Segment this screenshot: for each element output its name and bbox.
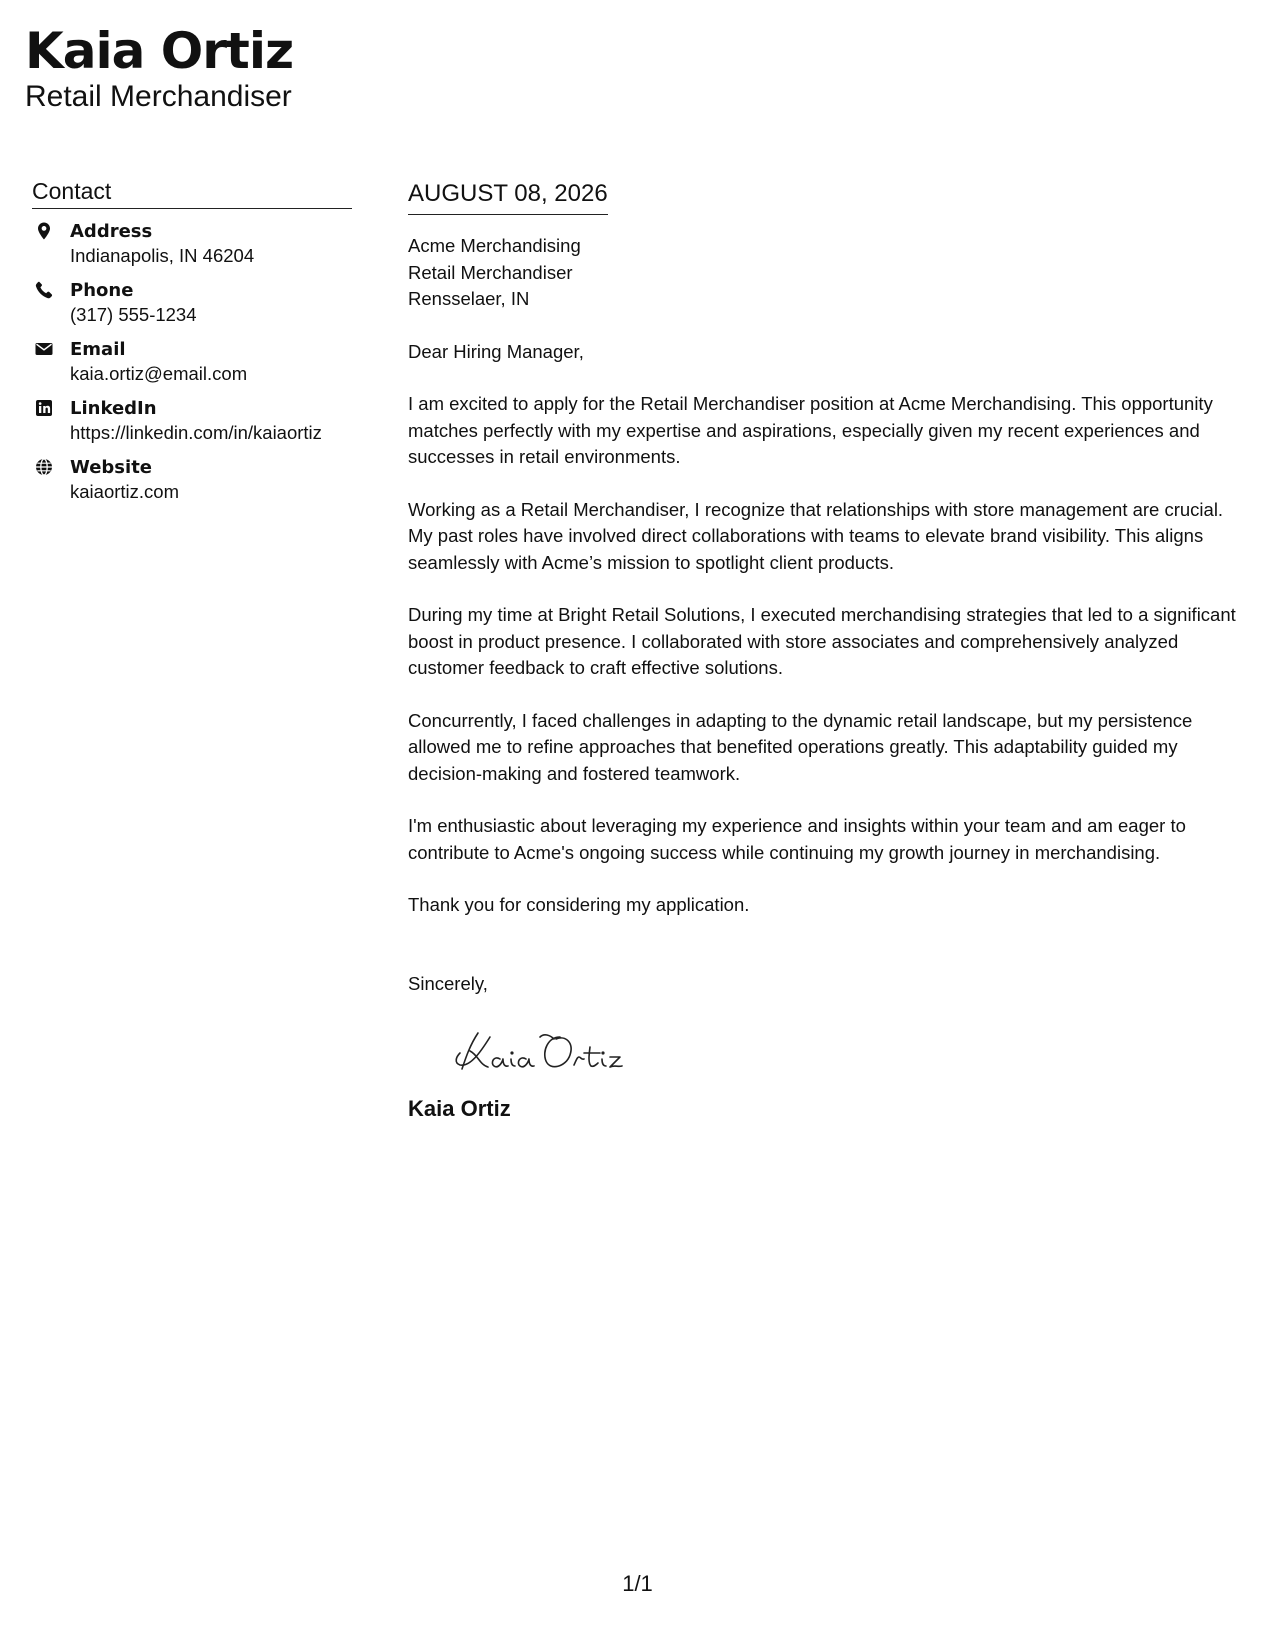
- linkedin-icon: [32, 397, 70, 419]
- contact-list: [32, 220, 352, 504]
- body-paragraph: I am excited to apply for the Retail Merchandiser position at Acme Merchandising. This opportunity matches perfectly with my expertise and aspirations, especially given my recent experiences and successes in retail environments.: [408, 393, 1213, 467]
- address-value: Indianapolis, IN 46204: [70, 245, 255, 266]
- contact-item-phone: [32, 279, 352, 327]
- closing: Sincerely,: [408, 972, 488, 994]
- page-number: 1/1: [622, 1571, 653, 1596]
- letter-date: AUGUST 08, 2026: [408, 178, 608, 215]
- signer-name: Kaia Ortiz: [408, 1096, 511, 1121]
- body-paragraph: I'm enthusiastic about leveraging my experience and insights within your team and am eager to contribute to Acme's ongoing success while continuing my growth journey in merchandising.: [408, 815, 1186, 863]
- recipient-location: Rensselaer, IN: [408, 288, 530, 309]
- contact-label: Address: [70, 221, 153, 242]
- applicant-name: Kaia Ortiz: [25, 22, 294, 80]
- contact-label: Phone: [70, 280, 134, 301]
- email-value: kaia.ortiz@email.com: [70, 363, 248, 384]
- applicant-role: Retail Merchandiser: [25, 80, 292, 113]
- recipient-block: [408, 233, 1248, 313]
- handwritten-signature: [448, 1023, 648, 1079]
- body-paragraph: Thank you for considering my application.: [408, 894, 750, 915]
- phone-value: (317) 555-1234: [70, 304, 197, 325]
- contact-item-email: [32, 338, 352, 386]
- recipient-company: Acme Merchandising: [408, 235, 581, 256]
- contact-item-website: [32, 456, 352, 504]
- contact-item-address: [32, 220, 352, 268]
- recipient-position: Retail Merchandiser: [408, 261, 573, 283]
- envelope-icon: [32, 338, 70, 360]
- map-pin-icon: [32, 220, 70, 242]
- document-header: [25, 22, 293, 114]
- website-value[interactable]: kaiaortiz.com: [70, 481, 179, 502]
- phone-icon: [32, 279, 70, 301]
- contact-heading: Contact: [32, 176, 352, 209]
- contact-label: Email: [70, 339, 126, 360]
- contact-sidebar: [32, 176, 352, 515]
- body-paragraph: During my time at Bright Retail Solutions, I executed merchandising strategies that led to a significant boost in product presence. I collaborated with store associates and comprehensively analyzed customer feedback to craft effective solutions.: [408, 604, 1236, 678]
- contact-label: LinkedIn: [70, 398, 157, 419]
- salutation: Dear Hiring Manager,: [408, 340, 584, 362]
- body-paragraph: Concurrently, I faced challenges in adapting to the dynamic retail landscape, but my persistence allowed me to refine approaches that benefited operations greatly. This adaptability guided my decision-making and fostered teamwork.: [408, 709, 1193, 784]
- contact-label: Website: [70, 457, 153, 478]
- cover-letter: [408, 178, 1248, 1123]
- body-paragraph: Working as a Retail Merchandiser, I recognize that relationships with store management are crucial. My past roles have involved direct collaborations with teams to elevate brand visibility. This aligns seamlessly with Acme’s mission to spotlight client products.: [408, 498, 1224, 573]
- linkedin-value[interactable]: https://linkedin.com/in/kaiaortiz: [70, 422, 322, 443]
- contact-item-linkedin: [32, 397, 352, 445]
- globe-icon: [32, 456, 70, 478]
